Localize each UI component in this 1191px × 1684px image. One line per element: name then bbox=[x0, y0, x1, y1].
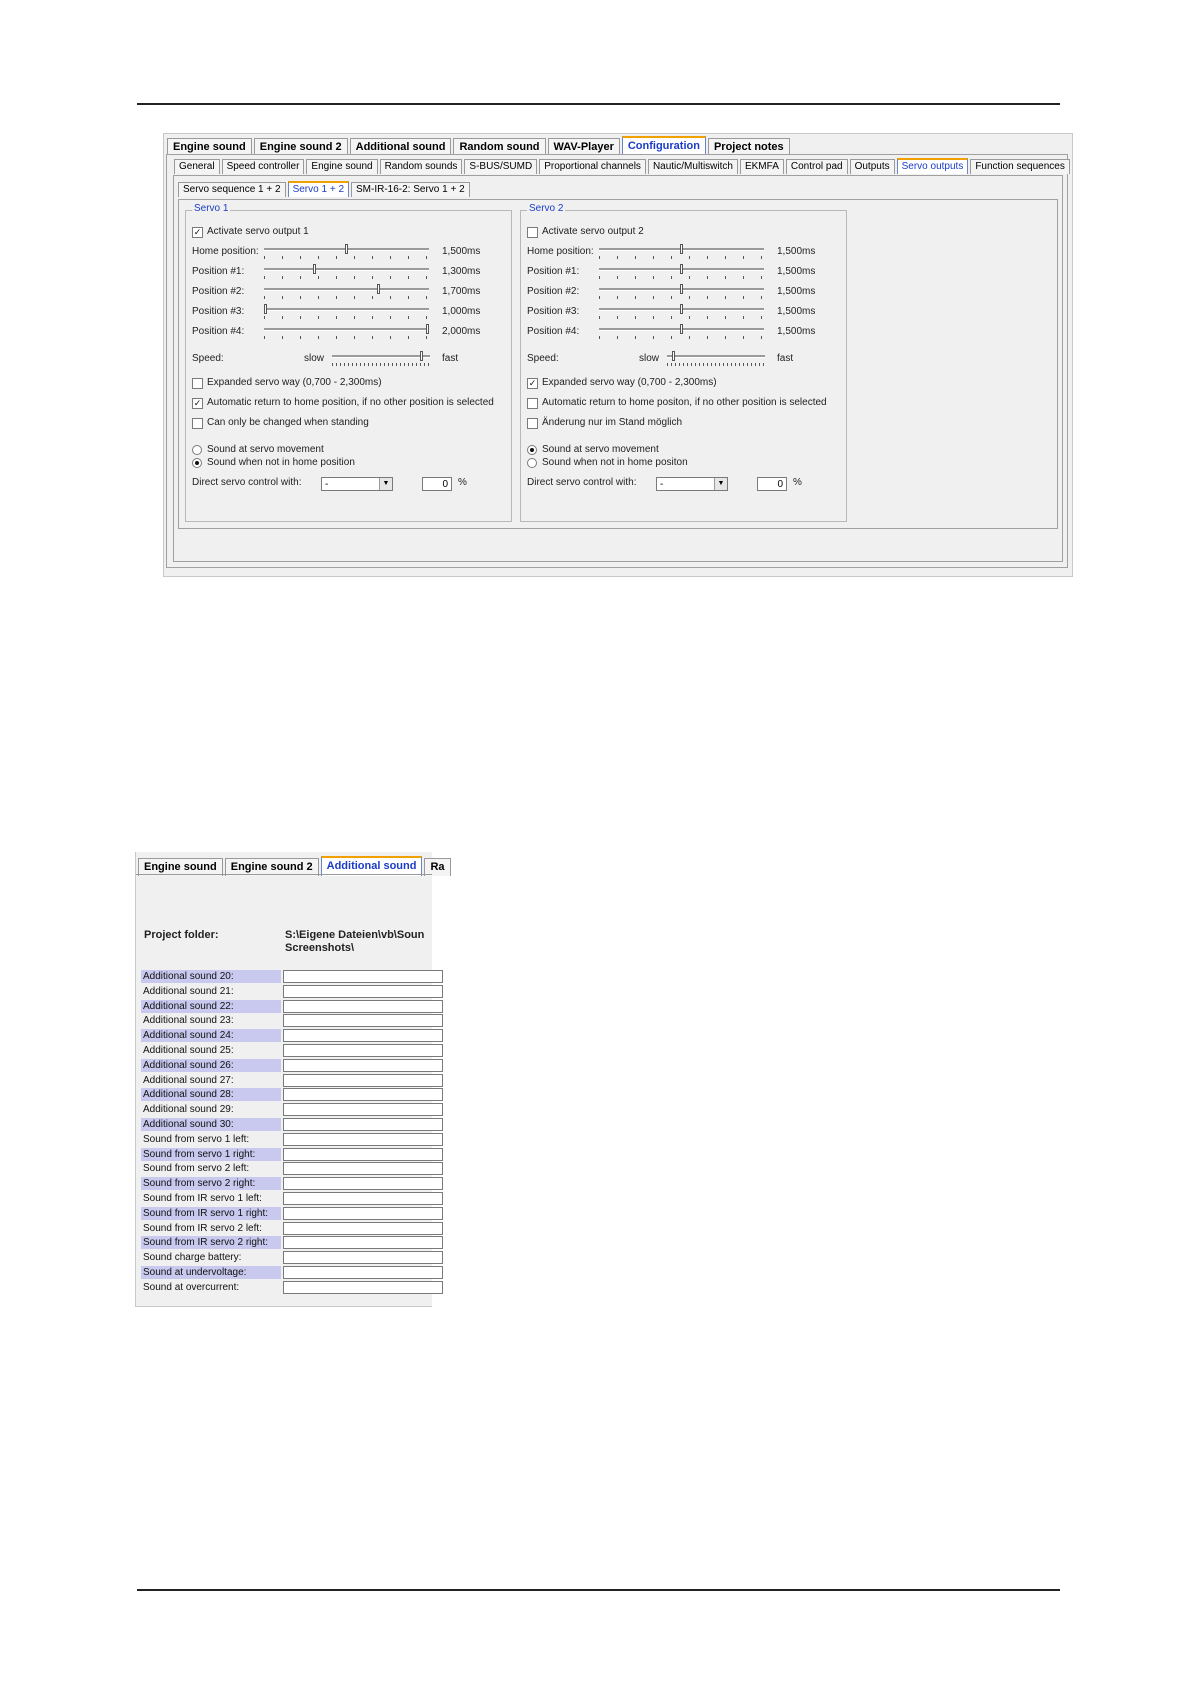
sound-row-label: Additional sound 20: bbox=[141, 970, 281, 983]
tab-engine-sound[interactable]: Engine sound bbox=[138, 858, 223, 876]
servo-1-position-label: Position #2: bbox=[192, 286, 245, 297]
slider-thumb[interactable] bbox=[680, 244, 683, 254]
slider-track bbox=[264, 308, 429, 311]
config-tab-bar bbox=[174, 158, 1072, 174]
servo-2-sound-radio-label: Sound at servo movement bbox=[542, 444, 659, 455]
tab-engine-sound-2[interactable]: Engine sound 2 bbox=[225, 858, 319, 876]
sound-file-field[interactable] bbox=[283, 1014, 443, 1027]
servo-2-sound-radio[interactable] bbox=[527, 458, 537, 468]
sound-row bbox=[141, 1044, 416, 1058]
slider-ticks bbox=[599, 256, 764, 259]
slider-track bbox=[264, 328, 429, 331]
servo-2-activate-checkbox[interactable] bbox=[527, 227, 538, 238]
servo-1-direct-label: Direct servo control with: bbox=[192, 477, 302, 488]
servo-2-position-value: 1,500ms bbox=[777, 286, 816, 297]
sound-row-label: Sound from servo 1 left: bbox=[143, 1133, 250, 1145]
sound-row-label: Sound from servo 2 right: bbox=[141, 1177, 281, 1190]
sound-row bbox=[141, 1177, 416, 1191]
tab-content-border bbox=[136, 874, 432, 875]
servo-1-position-slider[interactable] bbox=[264, 244, 429, 260]
tab-configuration[interactable]: Configuration bbox=[622, 136, 706, 156]
servo-2-position-slider[interactable] bbox=[599, 304, 764, 320]
servo-2-position-label: Position #1: bbox=[527, 266, 580, 277]
tab-additional-sound[interactable]: Additional sound bbox=[350, 138, 452, 156]
servo-1-option-label: Expanded servo way (0,700 - 2,300ms) bbox=[207, 377, 382, 388]
header-rule bbox=[137, 103, 1060, 105]
chevron-down-icon[interactable]: ▼ bbox=[379, 478, 392, 490]
servo-1-option-checkbox[interactable]: ✓ bbox=[193, 398, 202, 408]
sound-row-label: Additional sound 30: bbox=[141, 1118, 281, 1131]
slider-ticks bbox=[264, 316, 429, 319]
servo-1-speed-slow: slow bbox=[304, 353, 325, 364]
sound-row-label: Sound from servo 1 right: bbox=[141, 1148, 281, 1161]
sound-file-field[interactable] bbox=[283, 1192, 443, 1205]
servo-2-position-label: Position #4: bbox=[527, 326, 580, 337]
project-folder-value: S:\Eigene Dateien\vb\Soun Screenshots\ bbox=[285, 929, 425, 954]
servo-1-sound-radio[interactable] bbox=[192, 458, 202, 468]
servo-2-option-checkbox[interactable]: ✓ bbox=[528, 378, 537, 388]
sound-row-label: Additional sound 21: bbox=[143, 985, 234, 997]
servo-2-title: Servo 2 bbox=[529, 203, 564, 214]
servo-2-position-slider[interactable] bbox=[599, 264, 764, 280]
servo-2-direct-select[interactable] bbox=[656, 477, 728, 491]
sound-file-field[interactable] bbox=[283, 970, 443, 983]
sound-row-label: Sound from IR servo 1 left: bbox=[143, 1193, 262, 1204]
sound-row bbox=[141, 985, 416, 999]
sound-row bbox=[141, 1088, 416, 1102]
sound-row-label: Sound from servo 2 left: bbox=[143, 1163, 250, 1175]
project-folder-label: Project folder: bbox=[144, 929, 219, 941]
sound-row bbox=[141, 1162, 416, 1176]
servo-2-position-label: Position #2: bbox=[527, 286, 580, 297]
servo-1-percent-input[interactable]: 0 bbox=[422, 477, 452, 491]
servo-2-percent-unit: % bbox=[793, 477, 802, 488]
sound-row-label: Sound from IR servo 2 right: bbox=[141, 1236, 281, 1249]
sound-file-field[interactable] bbox=[283, 1118, 443, 1131]
slider-track bbox=[667, 355, 765, 358]
sound-row-label: Additional sound 25: bbox=[143, 1045, 234, 1056]
servo-1-position-slider[interactable] bbox=[264, 264, 429, 280]
slider-thumb[interactable] bbox=[426, 324, 429, 334]
slider-thumb[interactable] bbox=[420, 351, 423, 361]
main-tab-bar bbox=[167, 136, 792, 156]
sound-row bbox=[141, 1281, 416, 1295]
servo-1-option-label: Automatic return to home position, if no other position is selected bbox=[207, 397, 494, 408]
slider-ticks bbox=[264, 336, 429, 339]
servo-1-position-slider[interactable] bbox=[264, 304, 429, 320]
servo-2-speed-slider[interactable] bbox=[667, 351, 765, 367]
config-tab-general[interactable]: General bbox=[174, 159, 220, 174]
servo-1-title: Servo 1 bbox=[194, 203, 229, 214]
servo-1-sound-radio[interactable] bbox=[192, 445, 202, 455]
slider-ticks bbox=[332, 363, 430, 366]
sound-file-field[interactable] bbox=[283, 1177, 443, 1190]
sound-row bbox=[141, 1192, 416, 1206]
slider-ticks bbox=[599, 336, 764, 339]
servo-1-percent-unit: % bbox=[458, 477, 467, 488]
sound-row-label: Additional sound 24: bbox=[141, 1029, 281, 1042]
servo-2-option-checkbox[interactable] bbox=[527, 418, 538, 429]
slider-track bbox=[332, 355, 430, 358]
sound-row bbox=[141, 1000, 416, 1014]
tab-wav-player[interactable]: WAV-Player bbox=[548, 138, 620, 156]
servo-1-position-label: Home position: bbox=[192, 246, 259, 257]
servo-2-direct-select-value: - bbox=[660, 479, 664, 490]
slider-ticks bbox=[599, 276, 764, 279]
slider-track bbox=[264, 268, 429, 271]
slider-track bbox=[264, 288, 429, 291]
sound-row bbox=[141, 970, 416, 984]
config-tab-speed-controller[interactable]: Speed controller bbox=[222, 159, 305, 174]
slider-ticks bbox=[599, 316, 764, 319]
servo-2-position-value: 1,500ms bbox=[777, 266, 816, 277]
configuration-screenshot bbox=[163, 133, 1073, 577]
sound-file-field[interactable] bbox=[283, 1236, 443, 1249]
servo-1-activate-checkbox[interactable]: ✓ bbox=[193, 227, 202, 237]
servo-1-activate-label: Activate servo output 1 bbox=[207, 226, 309, 237]
servo-2-position-slider[interactable] bbox=[599, 244, 764, 260]
servo-2-position-slider[interactable] bbox=[599, 324, 764, 340]
servo-2-position-value: 1,500ms bbox=[777, 326, 816, 337]
servo-1-sound-radio-label: Sound when not in home position bbox=[207, 457, 355, 468]
sound-row bbox=[141, 1103, 416, 1117]
sound-row bbox=[141, 1133, 416, 1147]
config-tab-control-pad[interactable]: Control pad bbox=[786, 159, 848, 174]
servo-2-option-checkbox[interactable] bbox=[527, 398, 538, 409]
slider-ticks bbox=[264, 296, 429, 299]
config-tab-nautic-multiswitch[interactable]: Nautic/Multiswitch bbox=[648, 159, 738, 174]
servo-2-group bbox=[520, 203, 847, 522]
servo-1-position-value: 1,700ms bbox=[442, 286, 481, 297]
servo-2-position-value: 1,500ms bbox=[777, 306, 816, 317]
slider-ticks bbox=[599, 296, 764, 299]
servo-tab-panel bbox=[178, 199, 1058, 529]
servo-2-sound-radio-label: Sound when not in home positon bbox=[542, 457, 688, 468]
sound-row-label: Additional sound 29: bbox=[143, 1104, 234, 1116]
servo-2-direct-label: Direct servo control with: bbox=[527, 477, 637, 488]
servo-tab-servo-1-2[interactable]: Servo 1 + 2 bbox=[288, 181, 349, 197]
sound-row bbox=[141, 1222, 416, 1236]
servo-1-direct-select-value: - bbox=[325, 479, 329, 490]
servo-1-position-slider[interactable] bbox=[264, 324, 429, 340]
sound-file-field[interactable] bbox=[283, 1281, 443, 1294]
config-tab-random-sounds[interactable]: Random sounds bbox=[380, 159, 463, 174]
sound-row bbox=[141, 1118, 416, 1132]
servo-1-position-label: Position #3: bbox=[192, 306, 245, 317]
servo-1-group bbox=[185, 203, 512, 522]
servo-2-option-label: Expanded servo way (0,700 - 2,300ms) bbox=[542, 377, 717, 388]
sound-file-field[interactable] bbox=[283, 1044, 443, 1057]
servo-2-sound-radio[interactable] bbox=[527, 445, 537, 455]
servo-2-position-label: Position #3: bbox=[527, 306, 580, 317]
sound-row bbox=[141, 1236, 416, 1250]
servo-2-speed-fast: fast bbox=[777, 353, 794, 364]
tab-additional-sound[interactable]: Additional sound bbox=[321, 856, 423, 876]
sound-file-field[interactable] bbox=[283, 1088, 443, 1101]
sound-row-label: Sound from IR servo 2 left: bbox=[143, 1222, 262, 1234]
config-tab-engine-sound[interactable]: Engine sound bbox=[306, 159, 377, 174]
sound-row bbox=[141, 1207, 416, 1221]
sound-file-field[interactable] bbox=[283, 1266, 443, 1279]
servo-1-position-value: 2,000ms bbox=[442, 326, 481, 337]
servo-1-position-slider[interactable] bbox=[264, 284, 429, 300]
servo-tab-bar bbox=[178, 181, 472, 197]
sound-row-label: Sound charge battery: bbox=[143, 1252, 242, 1264]
servo-2-speed-slow: slow bbox=[639, 353, 660, 364]
servo-1-sound-radio-label: Sound at servo movement bbox=[207, 444, 324, 455]
servo-2-position-slider[interactable] bbox=[599, 284, 764, 300]
servo-2-option-label: Automatic return to home positon, if no other position is selected bbox=[542, 397, 827, 408]
sound-row bbox=[141, 1148, 416, 1162]
tab-project-notes[interactable]: Project notes bbox=[708, 138, 790, 156]
servo-1-position-value: 1,300ms bbox=[442, 266, 481, 277]
slider-ticks bbox=[667, 363, 765, 366]
sound-file-field[interactable] bbox=[283, 1133, 443, 1146]
config-tab-s-bus-sumd[interactable]: S-BUS/SUMD bbox=[464, 159, 537, 174]
slider-ticks bbox=[264, 276, 429, 279]
slider-thumb[interactable] bbox=[313, 264, 316, 274]
servo-1-position-value: 1,000ms bbox=[442, 306, 481, 317]
sound-row-label: Additional sound 26: bbox=[141, 1059, 281, 1072]
additional-sound-screenshot bbox=[135, 852, 445, 1307]
slider-thumb[interactable] bbox=[672, 351, 675, 361]
servo-1-direct-select[interactable] bbox=[321, 477, 393, 491]
config-tab-ekmfa[interactable]: EKMFA bbox=[740, 159, 784, 174]
servo-1-position-label: Position #1: bbox=[192, 266, 245, 277]
sound-row-label: Additional sound 28: bbox=[141, 1088, 281, 1101]
config-tab-function-sequences[interactable]: Function sequences bbox=[970, 159, 1070, 174]
servo-1-option-label: Can only be changed when standing bbox=[207, 417, 369, 428]
main-tab-panel bbox=[166, 154, 1068, 568]
sound-row-label: Additional sound 27: bbox=[143, 1074, 234, 1086]
second-tab-bar bbox=[138, 856, 453, 876]
sound-file-field[interactable] bbox=[283, 1148, 443, 1161]
tab-random-sound[interactable]: Random sound bbox=[453, 138, 545, 156]
sound-file-field[interactable] bbox=[283, 1074, 443, 1087]
servo-1-speed-fast: fast bbox=[442, 353, 459, 364]
sound-row bbox=[141, 1266, 416, 1280]
servo-tab-servo-sequence-1-2[interactable]: Servo sequence 1 + 2 bbox=[178, 182, 286, 197]
slider-thumb[interactable] bbox=[345, 244, 348, 254]
config-tab-outputs[interactable]: Outputs bbox=[850, 159, 895, 174]
sound-row bbox=[141, 1251, 416, 1265]
servo-2-activate-label: Activate servo output 2 bbox=[542, 226, 644, 237]
footer-rule bbox=[137, 1589, 1060, 1591]
sound-file-field[interactable] bbox=[283, 1000, 443, 1013]
sound-file-field[interactable] bbox=[283, 1207, 443, 1220]
servo-2-speed-label: Speed: bbox=[527, 353, 559, 364]
sound-row bbox=[141, 1059, 416, 1073]
sound-row-label: Sound at undervoltage: bbox=[141, 1266, 281, 1279]
slider-thumb[interactable] bbox=[264, 304, 267, 314]
sound-file-field[interactable] bbox=[283, 1103, 443, 1116]
slider-ticks bbox=[264, 256, 429, 259]
config-tab-servo-outputs[interactable]: Servo outputs bbox=[897, 158, 969, 174]
servo-1-position-value: 1,500ms bbox=[442, 246, 481, 257]
sound-file-field[interactable] bbox=[283, 1059, 443, 1072]
tab-engine-sound-2[interactable]: Engine sound 2 bbox=[254, 138, 348, 156]
sound-row-label: Additional sound 22: bbox=[141, 1000, 281, 1013]
servo-2-option-label: Änderung nur im Stand möglich bbox=[542, 417, 683, 428]
servo-2-position-label: Home position: bbox=[527, 246, 594, 257]
servo-1-option-checkbox[interactable] bbox=[192, 378, 203, 389]
sound-file-field[interactable] bbox=[283, 1162, 443, 1175]
sound-file-field[interactable] bbox=[283, 1222, 443, 1235]
sound-file-field[interactable] bbox=[283, 985, 443, 998]
servo-1-speed-slider[interactable] bbox=[332, 351, 430, 367]
servo-2-percent-input[interactable]: 0 bbox=[757, 477, 787, 491]
sound-file-field[interactable] bbox=[283, 1251, 443, 1264]
chevron-down-icon[interactable]: ▼ bbox=[714, 478, 727, 490]
slider-thumb[interactable] bbox=[680, 264, 683, 274]
sound-row-label: Sound from IR servo 1 right: bbox=[141, 1207, 281, 1220]
servo-1-speed-label: Speed: bbox=[192, 353, 224, 364]
tab-ra[interactable]: Ra bbox=[424, 858, 450, 876]
slider-thumb[interactable] bbox=[680, 304, 683, 314]
sound-file-field[interactable] bbox=[283, 1029, 443, 1042]
servo-tab-sm-ir-16-2-servo-1-2[interactable]: SM-IR-16-2: Servo 1 + 2 bbox=[351, 182, 470, 197]
servo-2-position-value: 1,500ms bbox=[777, 246, 816, 257]
servo-1-option-checkbox[interactable] bbox=[192, 418, 203, 429]
tab-engine-sound[interactable]: Engine sound bbox=[167, 138, 252, 156]
servo-1-position-label: Position #4: bbox=[192, 326, 245, 337]
sound-row-label: Additional sound 23: bbox=[143, 1015, 234, 1027]
sound-row bbox=[141, 1014, 416, 1028]
config-tab-panel bbox=[173, 175, 1063, 562]
sound-row bbox=[141, 1074, 416, 1088]
slider-thumb[interactable] bbox=[680, 284, 683, 294]
config-tab-proportional-channels[interactable]: Proportional channels bbox=[539, 159, 646, 174]
slider-thumb[interactable] bbox=[377, 284, 380, 294]
sound-row-label: Sound at overcurrent: bbox=[143, 1281, 240, 1293]
slider-thumb[interactable] bbox=[680, 324, 683, 334]
sound-row bbox=[141, 1029, 416, 1043]
